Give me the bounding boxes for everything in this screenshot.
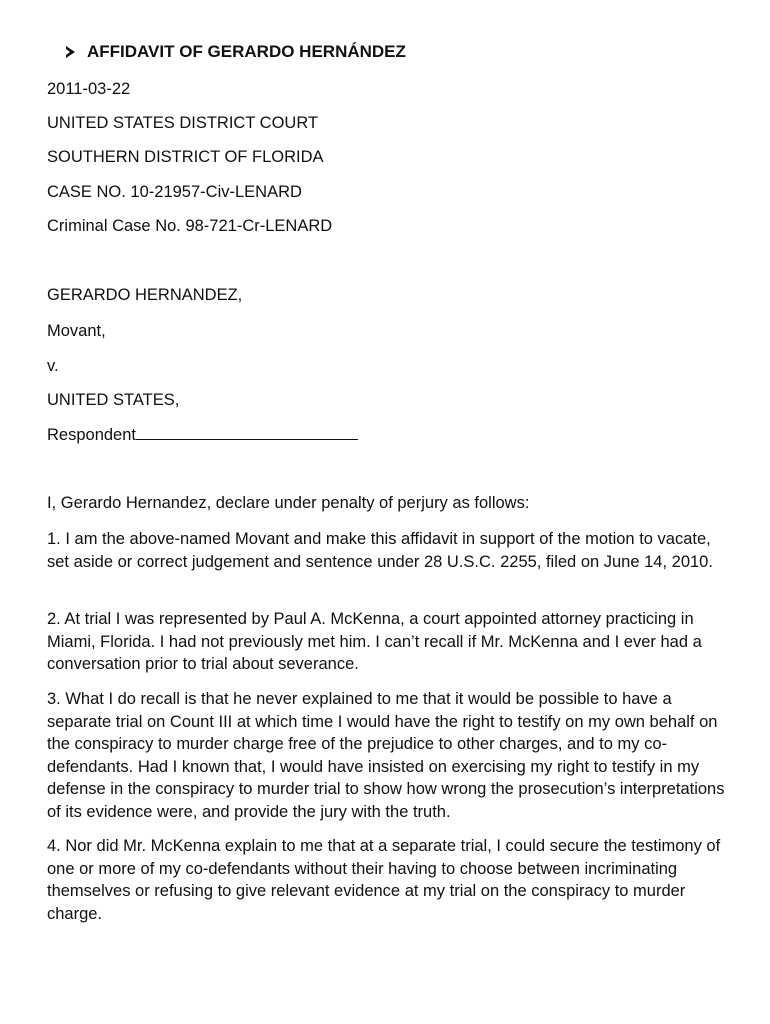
movant-name: GERARDO HERNANDEZ, xyxy=(47,286,243,304)
respondent-label: Respondent xyxy=(47,426,136,444)
paragraph-1: 1. I am the above-named Movant and make this affidavit in support of the motion to vacate, set aside or correct judgement and sentence under 28 U.S.C. 2255, filed on June 14, 2010. xyxy=(47,530,713,571)
document-date: 2011-03-22 xyxy=(47,80,131,98)
case-number: CASE NO. 10-21957-Civ-LENARD xyxy=(47,183,302,201)
declaration-statement: I, Gerardo Hernandez, declare under penalty of perjury as follows: xyxy=(47,494,530,512)
paragraph-4: 4. Nor did Mr. McKenna explain to me that at a separate trial, I could secure the testimony of one or more of my co-defendants without their having to choose between incriminating themselves or refusing to give relevant evidence at my trial on the conspiracy to murder charge. xyxy=(47,837,721,923)
criminal-case-number: Criminal Case No. 98-721-Cr-LENARD xyxy=(47,217,333,235)
signature-blank-line xyxy=(136,425,358,440)
district-name: SOUTHERN DISTRICT OF FLORIDA xyxy=(47,148,324,166)
document-title-text: AFFIDAVIT OF GERARDO HERNÁNDEZ xyxy=(87,42,406,61)
respondent-name: UNITED STATES, xyxy=(47,391,180,409)
document-title xyxy=(66,42,406,62)
versus-label: v. xyxy=(47,357,59,375)
paragraph-3: 3. What I do recall is that he never explained to me that it would be possible to have a separate trial on Count III at which time I would have the right to testify on my own behalf on the conspiracy to murder charge free of the prejudice to other charges, and to my co-defendants. Had I known that, I would have insisted on exercising my right to testify in my defense in the conspiracy to murder trial to show how wrong the prosecution’s interpretations of its evidence were, and provide the jury with the truth. xyxy=(47,690,725,821)
movant-label: Movant, xyxy=(47,322,106,340)
paragraph-2: 2. At trial I was represented by Paul A. McKenna, a court appointed attorney practicing in Miami, Florida. I had not previously met him. I can’t recall if Mr. McKenna and I ever had a conversation prior to trial about severance. xyxy=(47,610,702,673)
court-name: UNITED STATES DISTRICT COURT xyxy=(47,114,319,132)
respondent-line xyxy=(47,425,358,445)
arrow-bullet-icon xyxy=(66,46,75,58)
